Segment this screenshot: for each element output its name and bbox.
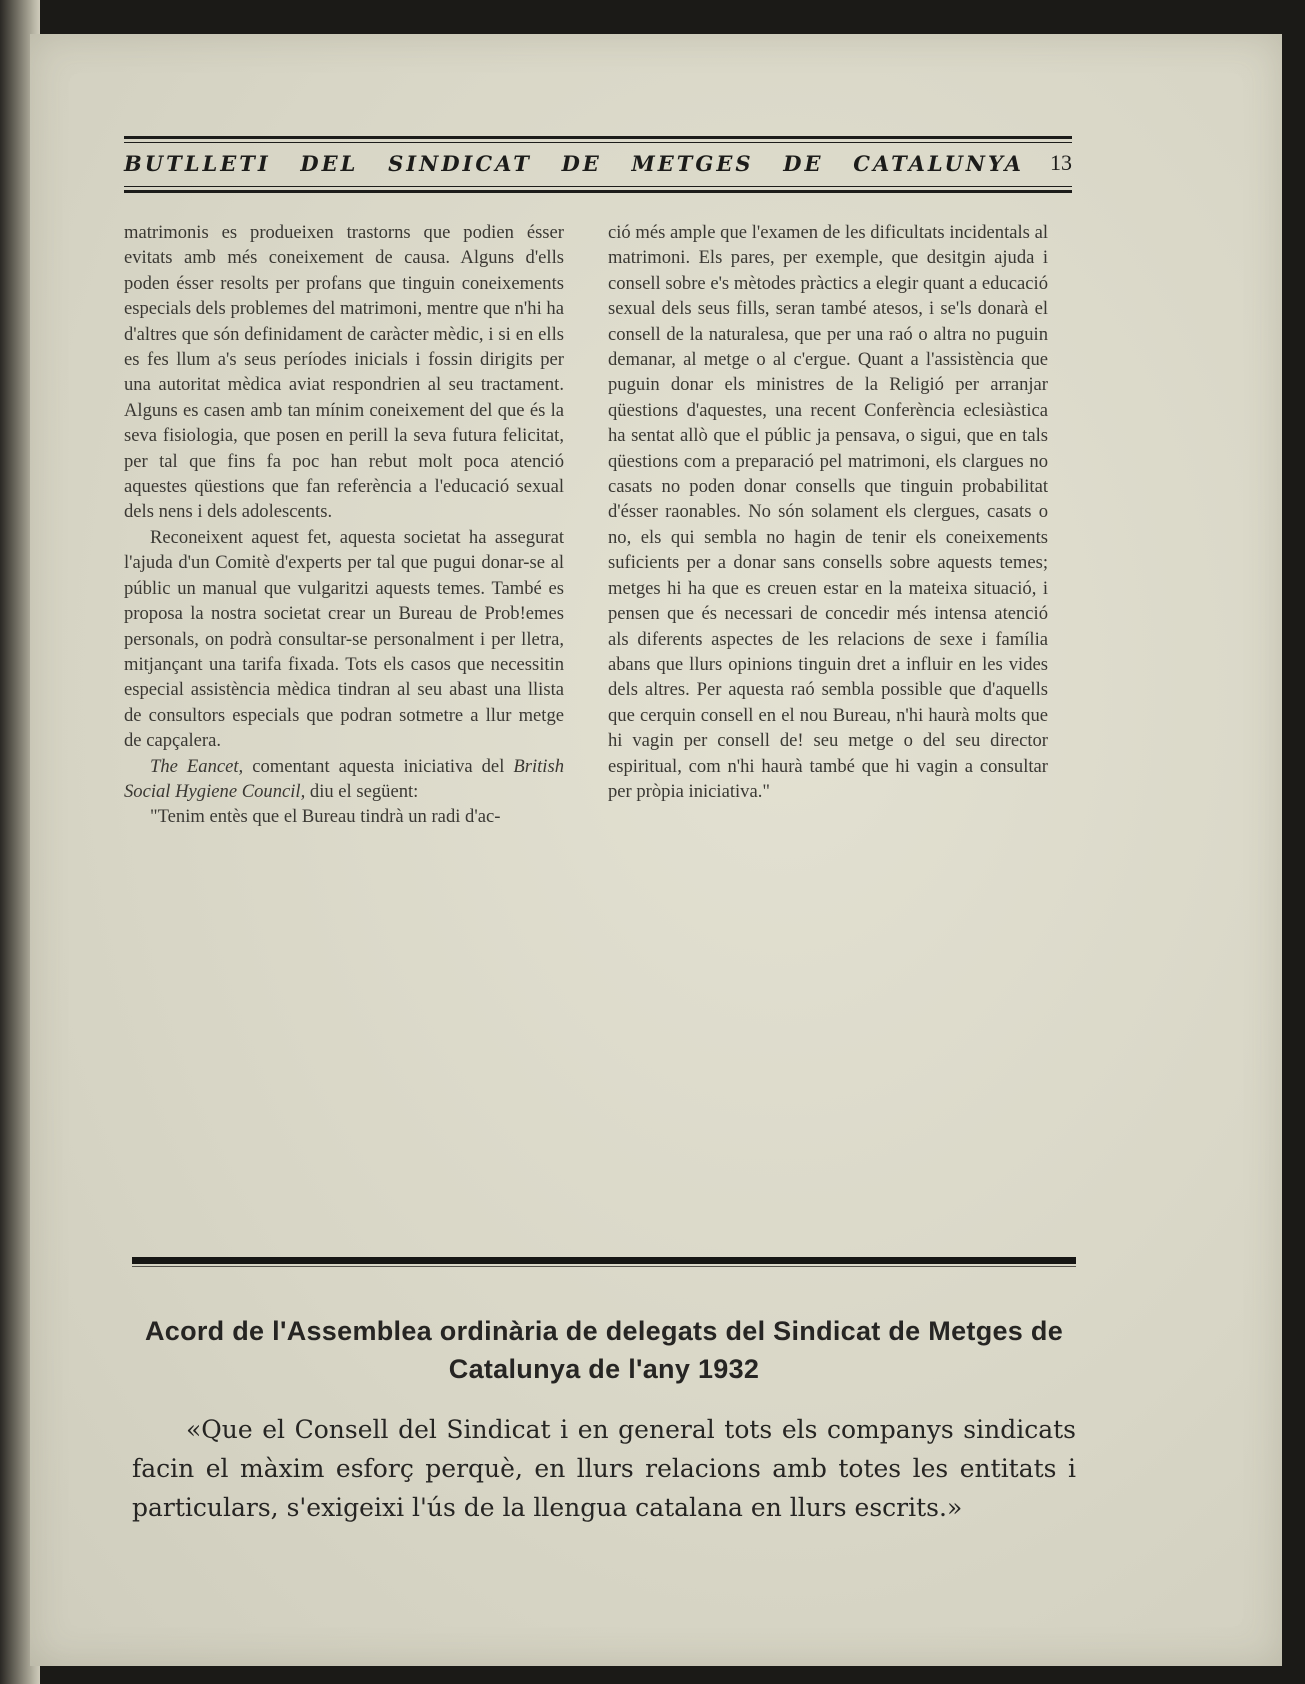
council-name: British Social Hygiene Council, xyxy=(124,755,564,802)
header-rule-bottom xyxy=(124,190,1072,193)
journal-title-word: METGES xyxy=(631,150,754,176)
paragraph-text: comentant aquesta iniciativa del xyxy=(243,755,514,777)
body-columns xyxy=(124,220,1072,910)
journal-title xyxy=(124,148,1024,178)
journal-title-word: DE xyxy=(783,150,824,176)
header-rule-top-thin xyxy=(124,142,1072,143)
right-column xyxy=(608,220,1048,804)
resolution-quote: «Que el Consell del Sindicat i en general tots els companys sindicats facin el màxim esforç perquè, en llurs relacions amb totes les entitats i particulars, s'exigeixi l'ús de la llengua catalana en llurs escrits.» xyxy=(132,1415,1076,1522)
section-separator-thin xyxy=(132,1266,1076,1267)
header-rule-bottom-thin xyxy=(124,186,1072,187)
running-header xyxy=(124,102,1072,198)
paragraph xyxy=(124,754,564,805)
paragraph: matrimonis es produeixen trastorns que podien ésser evitats amb més coneixement de causa. Alguns d'ells poden ésser resolts per profans que tinguin coneixements especials dels problemes del matrimoni, mentre que n'hi ha d'altres que són definidament de caràcter mèdic, i si en ells es fes llum a's seus períodes inicials i fossin dirigits per una autoritat mèdica aviat respondrien al seu tractament. Alguns es casen amb tan mínim coneixement del que és la seva fisiologia, que posen en perill la seva futura felicitat, per tal que fins fa poc han rebut molt poca atenció aquestes qüestions que fan referència a l'educació sexual dels nens i dels adolescents. xyxy=(124,222,564,523)
left-column xyxy=(124,220,564,830)
paragraph-text: diu el següent: xyxy=(305,780,419,802)
journal-title-word: DEL xyxy=(300,150,359,176)
journal-title-word: CATALUNYA xyxy=(853,150,1024,176)
page-number: 13 xyxy=(1050,150,1072,175)
paragraph: ció més ample que l'examen de les dificultats incidentals al matrimoni. Els pares, per exemple, que desitgin ajuda i consell sobre e's mètodes pràctics a elegir quant a educació sexual dels seus fills, seran també atesos, i se'ls donarà el consell de la naturalesa, que per una raó o altra no puguin demanar, al metge o al c'ergue. Quant a l'assistència que puguin donar els ministres de la Religió per arranjar qüestions d'aquestes, una recent Conferència eclesiàstica ha sentat allò que el públic ja pensava, o sigui, que en tals qüestions com a preparació pel matrimoni, els clargues no casats no poden donar consells que tinguin probabilitat d'ésser raonables. No són solament els clergues, casats o no, els qui sembla no hagin de tenir els coneixements suficients per a donar sans consells sobre aquests temes; metges hi ha que es creuen estar en la mateixa situació, i pensen que és necessari de concedir més intensa atenció als diferents aspectes de les relacions de sexe i família abans que llurs opinions tinguin dret a influir en les vides dels altres. Per aquesta raó sembla possible que d'aquells que cerquin consell en el nou Bureau, n'hi haurà molts que hi vagin per consell de! seu metge o del seu director espiritual, com n'hi haurà també que hi vagin a consultar per pròpia iniciativa." xyxy=(608,222,1048,802)
journal-title-word: BUTLLETI xyxy=(124,150,271,176)
journal-title-word: DE xyxy=(561,150,602,176)
section-separator xyxy=(132,1257,1076,1264)
journal-title-word: SINDICAT xyxy=(388,150,532,176)
header-rule-top xyxy=(124,136,1072,139)
paragraph: "Tenim entès que el Bureau tindrà un radi d'ac- xyxy=(150,806,501,828)
paragraph: Reconeixent aquest fet, aquesta societat ha assegurat l'ajuda d'un Comitè d'experts per tal que pugui donar-se al públic un manual que vulgaritzi aquests temes. També es proposa la nostra societat crear un Bureau de Prob!emes personals, on podrà consultar-se personalment i per lletra, mitjançant una tarifa fixada. Tots els casos que necessitin especial assistència mèdica tindran al seu abast una llista de consultors especials que podran sotmetre a llur metge de capçalera. xyxy=(124,526,564,752)
article-title: Acord de l'Assemblea ordinària de delegats del Sindicat de Metges de Catalunya de l'any 1932 xyxy=(144,1316,1064,1384)
journal-name: The Eancet, xyxy=(150,755,244,777)
